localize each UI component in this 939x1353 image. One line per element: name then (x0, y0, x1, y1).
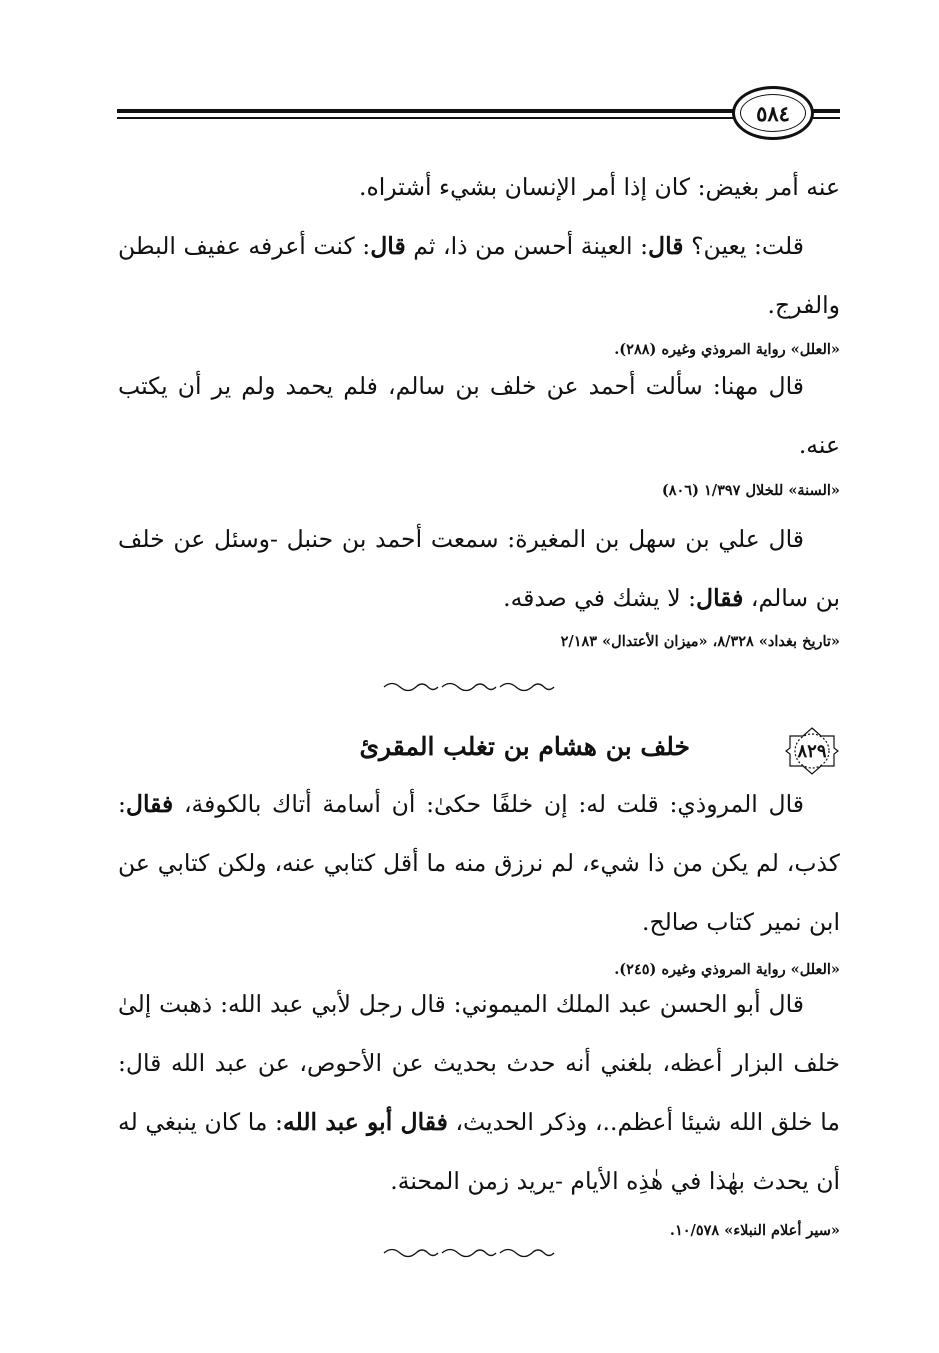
paragraph-2 (118, 217, 840, 335)
paragraph-5 (118, 775, 840, 952)
para4-text-a: قال علي بن سهل بن المغيرة: سمعت أحمد بن حنبل -وسئل عن خلف بن سالم، (118, 525, 840, 612)
source-citation-2: «السنة» للخلال ١/٣٩٧ (٨٠٦) (661, 482, 840, 499)
text-block-5 (118, 975, 840, 1243)
para5-text-b: : كذب، لم يكن من ذا شيء، لم نرزق منه ما أقل كتابي عنه، ولكن كتابي عن ابن نمير كتاب صالح. (118, 790, 840, 936)
para4-text-b: : لا يشك في صدقه. (503, 584, 697, 612)
paragraph-4 (118, 510, 840, 628)
para2-text-a: قلت: يعين؟ (683, 232, 804, 260)
source-citation-5: «سير أعلام النبلاء» ١٠/٥٧٨. (669, 1222, 840, 1239)
entry-heading (118, 726, 840, 776)
text-block-4 (118, 775, 840, 982)
para2-text-b: : العينة أحسن من ذا، ثم (405, 232, 649, 260)
header-rule-bottom (117, 117, 734, 119)
source-citation-4: «العلل» رواية المروذي وغيره (٢٤٥). (614, 961, 840, 978)
page-number: ٥٨٤ (756, 100, 790, 126)
header-rule-right-top (812, 109, 840, 113)
page-number-badge (732, 86, 814, 140)
para6-text-a: قال أبو الحسن عبد الملك الميموني: قال رجل لأبي عبد الله: ذهبت إلىٰ خلف البزار أعظه، بلغني أنه حدث بحديث عن الأحوص، عن عبد الله قال: ما خلق الله شيئا أعظم..، وذكر الحديث، (118, 990, 841, 1136)
para6-said: فقال أبو عبد الله (282, 1108, 448, 1136)
text-block-2 (118, 357, 840, 503)
text-block-1 (118, 158, 840, 362)
para6-text-b: : ما كان ينبغي له أن يحدث بهٰذا في هٰذِه الأيام -يريد زمن المحنة. (118, 1108, 840, 1195)
section-divider-ornament-bottom (380, 1246, 558, 1260)
entry-title: خلف بن هشام بن تغلب المقرئ (359, 732, 690, 761)
para5-said: فقال (125, 790, 174, 818)
para5-text-a: قال المروذي: قلت له: إن خلفًا حكىٰ: أن أسامة أتاك بالكوفة، (173, 790, 804, 818)
para2-said-2: قال (370, 232, 406, 260)
para2-text-c: : كنت أعرفه عفيف البطن والفرج. (118, 232, 840, 319)
header-rule-top (117, 109, 734, 113)
paragraph-6 (118, 975, 840, 1211)
section-divider-ornament (380, 680, 558, 694)
header-rule-right-bottom (812, 117, 840, 119)
para4-said: فقال (696, 584, 744, 612)
paragraph-1: عنه أمر بغيض: كان إذا أمر الإنسان بشيء أشتراه. (358, 173, 840, 201)
source-citation-1: «العلل» رواية المروذي وغيره (٢٨٨). (614, 341, 840, 358)
para2-said-1: قال (648, 232, 684, 260)
source-citation-3: «تاريخ بغداد» ٨/٣٢٨، «ميزان الأعتدال» ٢/١٨٣ (560, 633, 840, 650)
paragraph-3: قال مهنا: سألت أحمد عن خلف بن سالم، فلم يحمد ولم ير أن يكتب عنه. (118, 372, 840, 459)
text-block-3 (118, 510, 840, 654)
entry-number: ٨٢٩ (797, 740, 827, 762)
